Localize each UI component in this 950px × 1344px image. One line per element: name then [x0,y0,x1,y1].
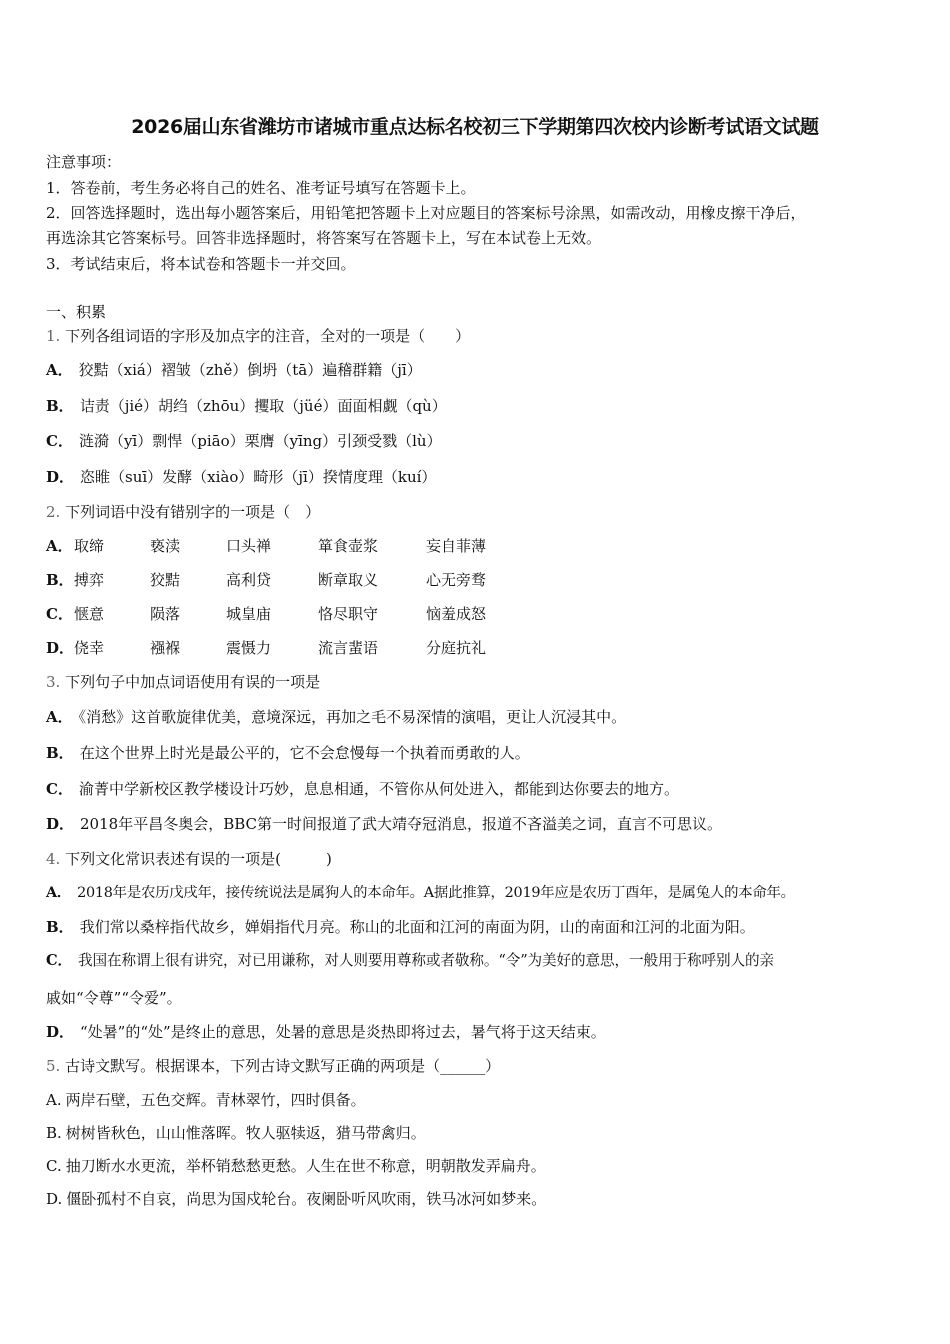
q5-option-b[interactable] [46,1123,426,1143]
option-text: 渝菁中学新校区教学楼设计巧妙，息息相通，不管你从何处进入，都能到达你要去的地方。 [78,780,679,798]
q1-option-d[interactable] [46,467,436,487]
option-text: 恣睢（suī）发酵（xiào）畸形（jī）揆情度理（kuí） [80,468,437,486]
question-4 [46,849,332,869]
option-word: 流言蜚语 [318,639,379,657]
question-number: 5. [46,1057,61,1075]
q4-option-a[interactable] [46,883,795,903]
notice-item: 再选涂其它答案标号。回答非选择题时，将答案写在答题卡上，写在本试卷上无效。 [46,229,602,247]
option-label: C. [46,1157,62,1175]
notice-item: 2．回答选择题时，选出每小题答案后，用铅笔把答题卡上对应题目的答案标号涂黑，如需改动，用橡皮擦干净后， [46,204,806,222]
option-label: B． [46,397,74,415]
option-word: 心无旁骛 [426,571,487,589]
question-stem: 下列文化常识表述有误的一项是( ) [65,850,332,868]
option-word: 断章取义 [318,571,379,589]
option-text: 抽刀断水水更流，举杯销愁愁更愁。人生在世不称意，明朝散发弄扁舟。 [65,1157,546,1175]
q1-option-b[interactable] [46,396,447,416]
q3-option-d[interactable] [46,814,722,834]
option-text: 树树皆秋色，山山惟落晖。牧人驱犊返，猎马带禽归。 [65,1124,426,1142]
option-word: 侥幸 [74,639,105,657]
q4-option-c[interactable] [46,951,774,971]
option-text: 狡黠（xiá）褶皱（zhě）倒坍（tā）遍稽群籍（jī） [78,361,422,379]
option-word: 取缔 [74,537,105,555]
option-word: 震慑力 [226,639,272,657]
option-word: 恪尽职守 [318,605,379,623]
question-stem: 下列各组词语的字形及加点字的注音，全对的一项是（ ） [65,327,471,345]
q2-option-c[interactable] [46,604,546,624]
option-word: 高利贷 [226,571,272,589]
option-label: C． [46,952,73,969]
option-text: 涟漪（yī）剽悍（piāo）栗膺（yīng）引颈受戮（lù） [78,432,442,450]
option-text: 我们常以桑梓指代故乡，婵娟指代月亮。称山的北面和江河的南面为阴，山的南面和江河的北面为阳。 [79,918,755,936]
q1-option-c[interactable] [46,431,442,451]
q4-option-b[interactable] [46,917,755,937]
option-label: A． [46,884,72,901]
option-label: D． [46,468,75,486]
question-1 [46,326,470,346]
option-word: 惬意 [74,605,105,623]
option-label: D. [46,1190,63,1208]
option-word: 狡黠 [150,571,181,589]
option-label: D． [46,815,75,833]
q5-option-c[interactable] [46,1156,546,1176]
option-label: A． [46,708,73,726]
option-label: A. [46,1091,62,1109]
question-number: 1. [46,327,61,345]
option-word: 城皇庙 [226,605,272,623]
q2-option-d[interactable] [46,638,546,658]
question-stem: 下列句子中加点词语使用有误的一项是 [65,673,321,691]
question-5 [46,1056,500,1076]
q2-option-a[interactable] [46,536,546,556]
option-label: B． [46,571,74,589]
option-label: B. [46,1124,62,1142]
q4-option-d[interactable] [46,1022,606,1042]
option-word: 箪食壶浆 [318,537,379,555]
question-stem: 古诗文默写。根据课本，下列古诗文默写正确的两项是（______） [65,1057,501,1075]
option-label: C． [46,432,73,450]
option-word: 陨落 [150,605,181,623]
q2-option-b[interactable] [46,570,546,590]
option-text: 两岸石壁，五色交辉。青林翠竹，四时俱备。 [65,1091,366,1109]
page-title: 2026届山东省潍坊市诸城市重点达标名校初三下学期第四次校内诊断考试语文试题 [131,116,819,138]
option-word: 妄自菲薄 [426,537,487,555]
option-word: 口头禅 [226,537,272,555]
question-stem: 下列词语中没有错别字的一项是（ ） [65,503,321,521]
option-text: 《消愁》这首歌旋律优美，意境深远，再加之毛不易深情的演唱，更让人沉浸其中。 [78,708,627,726]
option-text: 诘责（jié）胡绉（zhōu）攫取（jüé）面面相觑（qù） [79,397,447,415]
question-number: 2. [46,503,61,521]
option-label: C． [46,605,73,623]
question-2 [46,502,320,522]
option-word: 襁褓 [150,639,181,657]
q5-option-d[interactable] [46,1189,546,1209]
option-text: 僵卧孤村不自哀，尚思为国戍轮台。夜阑卧听风吹雨，铁马冰河如梦来。 [66,1190,547,1208]
notice-heading: 注意事项： [46,153,122,171]
option-text: 戚如“令尊”“令爱”。 [46,989,182,1007]
q4-option-c-continued [46,988,182,1008]
option-label: A． [46,361,73,379]
question-number: 4. [46,850,61,868]
option-label: D． [46,639,75,657]
option-label: C． [46,780,73,798]
question-3 [46,672,320,692]
notice-item: 1．答卷前，考生务必将自己的姓名、准考证号填写在答题卡上。 [46,179,476,197]
option-word: 分庭抗礼 [426,639,487,657]
option-text: 在这个世界上时光是最公平的，它不会怠慢每一个执着而勇敢的人。 [79,744,530,762]
option-text: 2018年是农历戊戌年，接传统说法是属狗人的本命年。A据此推算，2019年应是农历丁酉年，是属兔人的本命年。 [77,885,795,901]
q3-option-a[interactable] [46,707,626,727]
option-word: 恼羞成怒 [426,605,487,623]
q1-option-a[interactable] [46,360,422,380]
question-number: 3. [46,673,61,691]
notice-item: 3．考试结束后，将本试卷和答题卡一并交回。 [46,255,356,273]
q5-option-a[interactable] [46,1090,366,1110]
q3-option-c[interactable] [46,779,679,799]
option-text: 我国在称谓上很有讲究，对已用谦称，对人则要用尊称或者敬称。“令”为美好的意思，一般用于称呼别人的亲 [78,952,774,969]
option-label: B． [46,918,74,936]
option-label: A． [46,537,73,555]
option-text: 2018年平昌冬奥会，BBC第一时间报道了武大靖夺冠消息，报道不吝溢美之词，直言不可思议。 [80,815,722,833]
option-word: 搏弈 [74,571,105,589]
section-heading: 一、积累 [46,303,107,321]
option-text: “处暑”的“处”是终止的意思，处暑的意思是炎热即将过去，暑气将于这天结束。 [80,1023,606,1041]
q3-option-b[interactable] [46,743,530,763]
option-label: D． [46,1023,75,1041]
option-word: 亵渎 [150,537,181,555]
option-label: B． [46,744,74,762]
